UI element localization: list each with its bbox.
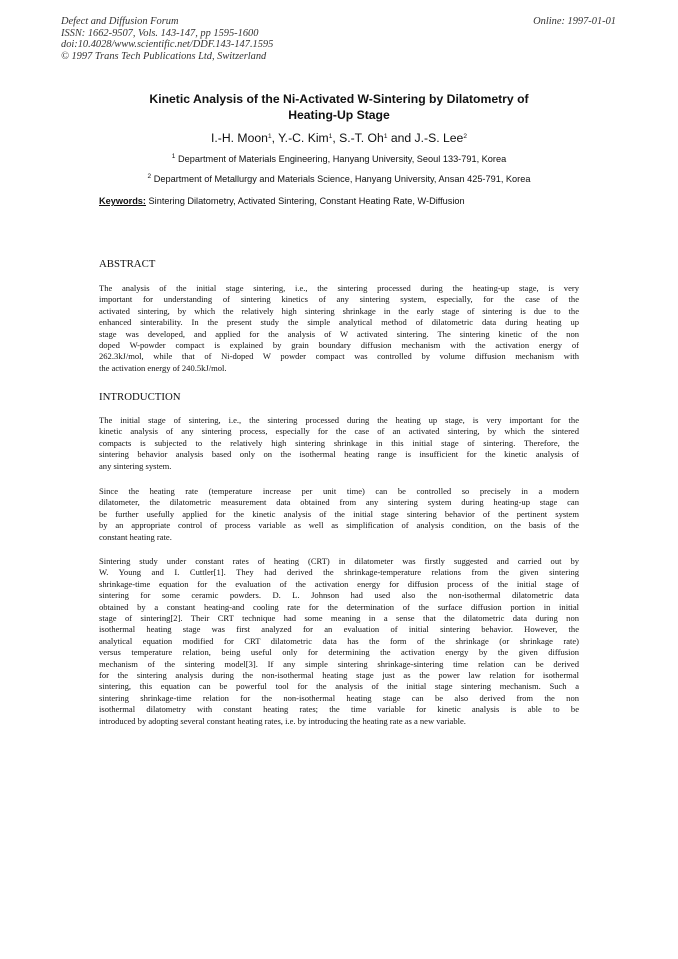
text-line: be further usefully applied for the kinetic analysis of the initial stage sintering behavior of the pertinent system — [99, 508, 579, 519]
text-line: shrinkage-time equation for the evaluation of the activation energy for diffusion process of the initial stage of — [99, 578, 579, 589]
intro-paragraph-2 — [99, 486, 579, 543]
text-line: sintering for some ceramic powders. D. L. Johnson had used also the non-isothermal dilatometric data — [99, 590, 579, 601]
author-affiliation-mark: 2 — [463, 133, 467, 140]
text-line: W. Young and I. Cuttler[1]. They had derived the shrinkage-temperature relations from the given sintering — [99, 567, 579, 578]
text-line: dilatometer, the dilatometric measurement data obtained from any sintering system during heating-up stage can — [99, 497, 579, 508]
title-line-2: Heating-Up Stage — [288, 108, 390, 122]
title-line-1: Kinetic Analysis of the Ni-Activated W-Sintering by Dilatometry of — [149, 92, 529, 106]
author-affiliation-mark: 1 — [383, 133, 388, 140]
text-line: Since the heating rate (temperature increase per unit time) can be controlled so precisely in a modern — [99, 486, 579, 496]
text-line: doped W-powder compact is explained by grain boundary diffusion mechanism with the activation energy of — [99, 340, 579, 351]
text-line: mechanism of the sintering model[3]. If any simple sintering shrinkage-sintering time relation can be derived — [99, 658, 579, 669]
text-line: isothermal dilatometry with constant heating rates; the time variable for kinetic analysis is able to be — [99, 704, 579, 715]
text-line: the activation energy of 240.5kJ/mol. — [99, 362, 227, 373]
author-name: Y.-C. Kim — [278, 131, 329, 145]
journal-header — [61, 16, 461, 62]
text-line: The initial stage of sintering, i.e., the sintering processed during the heating up stage, is very important for the — [99, 415, 579, 425]
text-line: sintering shrinkage-time relation for the non-isothermal heating stage can be also derived from the non — [99, 692, 579, 703]
text-line: obtained by a constant heating-and cooling rate for the determination of the surface diffusion portion in initial — [99, 601, 579, 612]
author-affiliation-mark: 1 — [267, 133, 272, 140]
introduction-heading: INTRODUCTION — [99, 391, 181, 403]
text-line: isothermal heating stage was first analyzed for an evaluation of initial sintering behavior. However, the — [99, 624, 579, 635]
text-line: analytical equation modified for CRT dilatometric data has the form of the shrinkage (or shrinkage rate) — [99, 635, 579, 646]
text-line: versus temperature relation, being useful only for determining the activation energy by the given diffusion — [99, 647, 579, 658]
text-line: 262.3kJ/mol, while that of Ni-doped W powder compact was controlled by volume diffusion mechanism with — [99, 351, 579, 362]
affiliation-2 — [60, 173, 618, 185]
author-affiliation-mark: 1 — [328, 133, 333, 140]
text-line: stage was developed, and applied for the analysis of W activated sintering. The sintering kinetic of the non — [99, 328, 579, 339]
text-line: constant heating rate. — [99, 531, 172, 542]
abstract-heading: ABSTRACT — [99, 258, 156, 270]
affiliation-text: Department of Materials Engineering, Hanyang University, Seoul 133-791, Korea — [177, 154, 507, 164]
author-and: and — [387, 131, 415, 145]
author-separator: , — [332, 131, 340, 145]
intro-paragraph-3 — [99, 556, 579, 727]
author-separator: , — [271, 131, 279, 145]
author-name: S.-T. Oh — [339, 131, 384, 145]
text-line: for the sintering analysis during the non-isothermal heating stage just as the power law relation for isothermal — [99, 670, 579, 681]
text-line: The analysis of the initial stage sintering, i.e., the sintering processed during the heating-up stage, is very — [99, 283, 579, 293]
paper-title — [100, 91, 578, 123]
journal-issn: ISSN: 1662-9507, Vols. 143-147, pp 1595-1600 — [61, 27, 259, 39]
journal-copyright: © 1997 Trans Tech Publications Ltd, Switzerland — [61, 50, 267, 62]
text-line: Sintering study under constant rates of heating (CRT) in dilatometer was firstly suggested and carried out by — [99, 556, 579, 566]
text-line: important for understanding of sintering kinetics of any sintering system, especially, for the case of the — [99, 294, 579, 305]
text-line: activated sintering, by which the relatively high sintering shrinkage in the early stage of sintering is due to the — [99, 305, 579, 316]
keywords-label: Keywords: — [99, 196, 146, 206]
author-name: J.-S. Lee — [414, 131, 464, 145]
author-list — [100, 131, 578, 146]
text-line: any sintering system. — [99, 460, 172, 471]
online-date: Online: 1997-01-01 — [533, 16, 616, 27]
abstract-paragraph — [99, 283, 579, 374]
keywords-text: Sintering Dilatometry, Activated Sintering, Constant Heating Rate, W-Diffusion — [148, 196, 465, 206]
author-name: I.-H. Moon — [211, 131, 268, 145]
intro-paragraph-1 — [99, 415, 579, 472]
text-line: sintering behavior analysis based only on the isothermal heating range is insufficient for the kinetic analysis of — [99, 449, 579, 460]
text-line: kinetic analysis of any sintering process, especially for the case of an activated sintering, by which the sintered — [99, 426, 579, 437]
text-line: stage of sintering[2]. Their CRT technique had some meaning in a sense that the dilatometric data during non — [99, 613, 579, 624]
text-line: enhanced sinterability. In the present study the simple analytical method of dilatometric data during heating up — [99, 317, 579, 328]
journal-doi[interactable]: doi:10.4028/www.scientific.net/DDF.143-147.1595 — [61, 39, 274, 51]
affiliation-1 — [60, 153, 618, 165]
journal-name: Defect and Diffusion Forum — [61, 16, 179, 27]
affiliation-mark: 1 — [171, 153, 176, 160]
text-line: compacts is subjected to the relatively high sintering shrinkage in this initial stage of sintering. Therefore, the — [99, 437, 579, 448]
text-line: by an appropriate control of process variable as well as simplification of analysis condition, on the basis of the — [99, 520, 579, 531]
keywords — [99, 195, 579, 207]
affiliation-text: Department of Metallurgy and Materials Science, Hanyang University, Ansan 425-791, Korea — [153, 174, 531, 184]
affiliation-mark: 2 — [147, 173, 152, 180]
text-line: sintering, this equation can be powerful tool for the analysis of the initial stage sintering mechanism. Such a — [99, 681, 579, 692]
text-line: introduced by adopting several constant heating rates, i.e. by introducing the heating rate as a new variable. — [99, 715, 466, 726]
